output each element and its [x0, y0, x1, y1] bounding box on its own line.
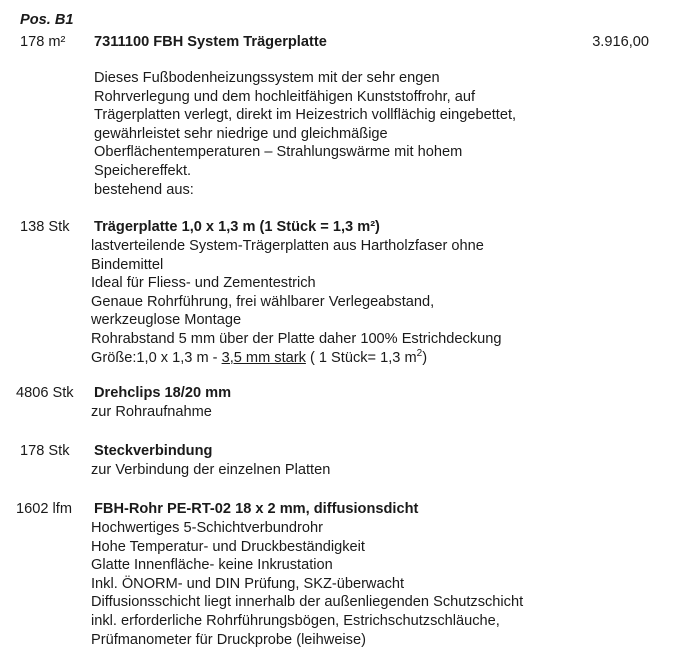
item-details: [91, 461, 651, 480]
item-details: [91, 519, 651, 649]
size-suffix: ( 1 Stück= 1,3 m: [305, 349, 417, 366]
main-code-title: 7311100 FBH System Trägerplatte: [94, 34, 327, 50]
detail-line: Prüfmanometer für Druckprobe (leihweise): [91, 631, 366, 648]
item-title: Steckverbindung: [94, 443, 213, 459]
detail-line: Diffusionsschicht liegt innerhalb der außenliegenden Schutzschicht: [91, 594, 524, 611]
detail-line: Ideal für Fliess- und Zementestrich: [91, 275, 316, 292]
item-quantity: 138 Stk: [20, 219, 70, 235]
position-label: Pos. B1: [20, 12, 74, 28]
detail-line: Hohe Temperatur- und Druckbeständigkeit: [91, 538, 365, 555]
main-price: 3.916,00: [592, 34, 649, 50]
detail-line: Inkl. ÖNORM- und DIN Prüfung, SKZ-überwacht: [91, 575, 405, 592]
detail-line: Rohrabstand 5 mm über der Platte daher 100% Estrichdeckung: [91, 330, 502, 347]
description-line: gewährleistet sehr niedrige und gleichmäßige: [94, 125, 388, 142]
detail-line: werkzeuglose Montage: [91, 312, 242, 329]
item-content: [94, 384, 654, 403]
detail-line: Genaue Rohrführung, frei wählbarer Verlegeabstand,: [91, 293, 435, 310]
detail-line: Bindemittel: [91, 256, 164, 273]
detail-line: zur Verbindung der einzelnen Platten: [91, 462, 331, 478]
item-title: Drehclips 18/20 mm: [94, 385, 232, 401]
main-title: [94, 33, 654, 52]
description-line: Trägerplatten verlegt, direkt im Heizestrich vollflächig eingebettet,: [94, 107, 517, 124]
detail-line: Hochwertiges 5-Schichtverbundrohr: [91, 520, 323, 536]
size-sup: 2: [416, 347, 423, 359]
item-quantity: 1602 lfm: [16, 501, 72, 517]
item-quantity: 178 Stk: [20, 443, 70, 459]
description-line: Speichereffekt.: [94, 162, 192, 179]
size-end: ): [422, 349, 428, 366]
main-quantity: 178 m²: [20, 34, 66, 50]
description-line: Oberflächentemperaturen – Strahlungswärme mit hohem: [94, 144, 463, 161]
size-prefix: Größe:1,0 x 1,3 m -: [91, 349, 222, 366]
detail-line: Glatte Innenfläche- keine Inkrustation: [91, 557, 333, 574]
item-quantity: 4806 Stk: [16, 385, 74, 401]
detail-line: inkl. erforderliche Rohrführungsbögen, Estrichschutzschläuche,: [91, 612, 500, 629]
item-details: [91, 403, 651, 422]
item-content: [94, 218, 654, 237]
description-line: Rohrverlegung und dem hochleitfähigen Kunststoffrohr, auf: [94, 88, 476, 105]
detail-line: lastverteilende System-Trägerplatten aus Hartholzfaser ohne: [91, 238, 484, 254]
item-title: FBH-Rohr PE-RT-02 18 x 2 mm, diffusionsdicht: [94, 501, 419, 517]
item-content: [94, 442, 654, 461]
detail-line: zur Rohraufnahme: [91, 404, 212, 420]
description-line: bestehend aus:: [94, 181, 194, 198]
description-line: Dieses Fußbodenheizungssystem mit der sehr engen: [94, 70, 440, 86]
item-content: [94, 500, 654, 519]
item-title: Trägerplatte 1,0 x 1,3 m (1 Stück = 1,3 m²): [94, 219, 380, 235]
size-thickness: 3,5 mm stark: [221, 349, 306, 366]
main-description-text: [94, 69, 654, 199]
item-details: [91, 237, 651, 367]
size-line: [91, 349, 651, 368]
